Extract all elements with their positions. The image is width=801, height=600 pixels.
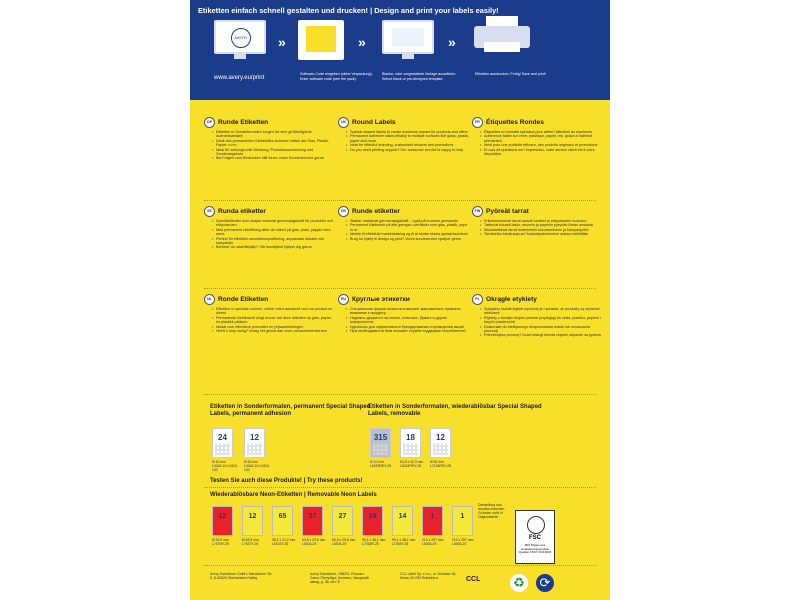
neon-label-sheet xyxy=(392,506,413,536)
sheet-info xyxy=(452,538,482,546)
sheet-code: L6004-25 xyxy=(332,542,347,546)
neon-label-sheet xyxy=(332,506,353,536)
sheet-count: 27 xyxy=(308,513,317,520)
bullet: • Specjalny kształt etykiet wyróżnia je i sprawia, że produkty są wyraźnie widoczne xyxy=(484,307,604,316)
sheet-code: L7104REV-25 xyxy=(430,464,452,468)
neon-label-sheet xyxy=(452,506,473,536)
section-pl xyxy=(472,294,604,338)
sheet-count: 24 xyxy=(218,433,227,442)
label-sheet xyxy=(370,428,391,458)
neon-label-sheet xyxy=(422,506,443,536)
bullet: • Heeft u hulp nodig? Vraag het gerust aan onze consumentenservice xyxy=(216,329,336,333)
section-title: Ronde Etiketten xyxy=(218,296,269,303)
sheet-info xyxy=(272,538,302,546)
sheet-code: L7670R-25 xyxy=(212,542,229,546)
sheet-info xyxy=(242,538,272,546)
chevron-right-icon: » xyxy=(358,34,366,50)
bullet: • Tarttuvat tiukasti lasiin, muoviin ja paperiin pysyvän liiman ansiosta xyxy=(484,223,604,227)
sheet-count: 315 xyxy=(373,433,388,442)
section-fin xyxy=(472,206,604,237)
divider xyxy=(204,288,596,289)
bullet: • Étiquettes en formats spéciaux pour attirer l'attention au maximum xyxy=(484,130,604,134)
flag-se-icon: SE xyxy=(204,206,215,217)
divider xyxy=(204,200,596,201)
section-ru xyxy=(338,294,470,333)
section-de xyxy=(204,117,336,161)
bullet: • Perfekt för effektfull varumärkesprofilering, anpassade dekaler och kampanjer xyxy=(216,237,336,246)
flag-uk-icon: UK xyxy=(338,117,349,128)
label-sheet xyxy=(244,428,265,458)
sheet-size: Ø 63,5 mm xyxy=(212,538,229,542)
sheet-size: Ø 60 mm xyxy=(430,460,444,464)
sheet-count: 14 xyxy=(368,513,377,520)
section-title: Okrągłe etykiety xyxy=(486,296,537,303)
section-title: Runda etiketter xyxy=(218,208,266,215)
sheet-info xyxy=(362,538,392,546)
sheet-info xyxy=(244,460,274,472)
address-ru: Avery Zweckform, 198031, Россия г. Санкт-Петербург, Колпино, Ижорский завод, д. 38, лит. Ф xyxy=(310,572,369,585)
sheet-size: 99,1 x 38,1 mm xyxy=(362,538,386,542)
recycle-icon: ♻ xyxy=(510,574,528,592)
bullet: • Idéal pour une publicité efficace, des produits originaux et promotions xyxy=(484,143,604,147)
sheet-info xyxy=(332,538,362,546)
avery-logo-icon: AVERY xyxy=(231,28,251,48)
bullet: • Ideelle til effektfuld markedsføring og til at skabe ekstra opmærksomhed xyxy=(350,232,470,236)
label-packaging-insert xyxy=(190,0,610,600)
try-products-heading: Testen Sie auch diese Produkte! | Try these products! xyxy=(210,478,363,484)
template-monitor-icon xyxy=(382,20,434,59)
banner-title: Etiketten einfach schnell gestalten und drucken! | Design and print your labels easily! xyxy=(198,6,499,15)
bullet: • Etykiety z trwałym klejem pewnie przylegają do szkła, plastiku, papieru i innych powierzchni xyxy=(484,316,604,325)
flag-fin-icon: FIN xyxy=(472,206,483,217)
bullet: • Med permanent vidhäftning sitter de säkert på glas, plast, papper med mera xyxy=(216,228,336,237)
address-de: Avery Zweckform GmbH, Miesbacher Str. 5, D-83626 Oberlaindern/Valley xyxy=(210,572,273,581)
neon-label-sheet xyxy=(302,506,323,536)
bullet: • Brug for hjælp til design og print? Vores kundeservice hjælper gerne xyxy=(350,237,470,241)
sheet-size: Ø 10 mm xyxy=(370,460,384,464)
bullet: • Специальная форма этикеток позволяет максимально привлечь внимание к продукту xyxy=(350,307,470,316)
fsc-label: FSC xyxy=(529,535,541,541)
bullet: • Erikoismuotoiset tarrat saavat tuotteet ja erbjudanden huomion xyxy=(484,219,604,223)
bullet: • Mukautettavat tarrat tuotemerkin korostamiseen ja kampanjoihin xyxy=(484,228,604,232)
sheet-info xyxy=(392,538,422,546)
avery-url: www.avery.eu/print xyxy=(214,75,265,81)
instructions-banner xyxy=(190,0,610,100)
bullet: • En cas de questions sur l'impression, notre service client est à votre disposition xyxy=(484,148,604,157)
sheet-code: L6003-25 xyxy=(302,542,317,546)
bullet: • Permanent klæbende på alle gængse overflader som glas, plastik, papir m.m. xyxy=(350,223,470,232)
recycle-box-icon: ⟳ xyxy=(536,574,554,592)
sheet-count: 12 xyxy=(250,433,259,442)
bullet: • Ideal für wirkungsvolle Werbung, Produktauszeichnung und Sonderangebote xyxy=(216,148,336,157)
address-pl: CCL Label Sp. z o.o., ul. Wrocław 18, Nowa, 62-090 Rokietnica xyxy=(400,572,457,581)
label-sheet xyxy=(430,428,451,458)
sheet-info xyxy=(430,460,460,468)
bullet: • Potrzebujesz pomocy? Dział obsługi klienta chętnie odpowie na pytania xyxy=(484,333,604,337)
removable-labels-title: Etiketten in Sonderformaten, wiederablösbar Special Shaped Labels, removable xyxy=(368,404,542,417)
divider xyxy=(204,565,596,566)
divider xyxy=(204,487,596,488)
neon-labels-title: Wiederablösbare Neon-Etiketten | Removable Neon Labels xyxy=(210,492,377,498)
sheet-size: Ø 40 mm xyxy=(212,460,226,464)
step-caption-1: Software-Code eingeben (siehe Verpackung). Enter software code (see the pack). xyxy=(300,72,373,81)
bullet: • Bei Fragen zum Bedrucken hilft Ihnen unser Kundenservice gerne xyxy=(216,156,336,160)
sheet-code: L6005-25 xyxy=(422,542,437,546)
section-title: Étiquettes Rondes xyxy=(486,119,544,126)
bullet: • Ideal for effectful branding, customised stickers and promotions xyxy=(350,143,470,147)
section-nl xyxy=(204,294,336,333)
section-se xyxy=(204,206,336,250)
bullet: • Tarvitsetko tulostusapua? Asiakaspalvelumme auttaa mielellään xyxy=(484,232,604,236)
sheet-count: 12 xyxy=(248,513,257,520)
bullet: • Permanent adhesive sticks reliably to multiple surfaces like glass, plastic, paper and more xyxy=(350,134,470,143)
sheet-info xyxy=(212,538,242,546)
bullet: • Doskonałe do efektywnego eksponowania marek lub oznaczania promocji xyxy=(484,325,604,334)
flag-de-icon: DE xyxy=(204,117,215,128)
section-title: Runde etiketter xyxy=(352,208,400,215)
sheet-info xyxy=(422,538,452,546)
flag-dk-icon: DK xyxy=(338,206,349,217)
section-title: Round Labels xyxy=(352,119,396,126)
section-fr xyxy=(472,117,604,156)
sheet-size: 63,5 x 29,6 mm xyxy=(332,538,356,542)
chevron-right-icon: » xyxy=(448,34,456,50)
flag-pl-icon: PL xyxy=(472,294,483,305)
permanent-labels-title: Etiketten in Sonderformaten, permanent Special Shaped Labels, permanent adhesion xyxy=(210,404,371,417)
sheet-code: L7670Y-25 xyxy=(242,542,259,546)
sheet-info xyxy=(400,460,430,468)
printer-icon xyxy=(474,26,530,48)
section-dk xyxy=(338,206,470,241)
bullet: • Etiketten in speciale vormen, creëer extra aandacht voor uw product en dienst xyxy=(216,307,336,316)
bullet: • Ideaal voor effectieve promoties en prijsaanbiedingen xyxy=(216,325,336,329)
bullet: • Надежно держатся на стекле, пластике, бумаге и других поверхностях xyxy=(350,316,470,325)
sheet-code: L6024REV-25 xyxy=(400,464,422,468)
bullet: • Do you need printing support? Our consumer service is happy to help xyxy=(350,148,470,152)
section-title: Pyöreät tarrat xyxy=(486,208,529,215)
neon-label-sheet xyxy=(362,506,383,536)
fsc-certification xyxy=(515,510,555,564)
fsc-tree-icon xyxy=(527,516,545,534)
neon-label-sheet xyxy=(212,506,233,536)
sheet-count: 12 xyxy=(218,513,227,520)
sheet-count: 65 xyxy=(278,513,287,520)
step-caption-2: Blanko- oder vorgestaltete Vorlage auswählen. Select blank or pre-designed template. xyxy=(382,72,457,81)
section-title: Круглые этикетки xyxy=(352,296,410,303)
label-sheet xyxy=(212,428,233,458)
sheet-code: L6019REV-25 xyxy=(370,464,392,468)
bullet: • Permanente kleefkracht zorgt ervoor dat deze etiketten op glas, papier en plastiek plakken xyxy=(216,316,336,325)
label-sheet xyxy=(400,428,421,458)
sheet-size: 99,1 x 38,1 mm xyxy=(392,538,416,542)
sheet-code: L6006-25 xyxy=(452,542,467,546)
flag-nl-icon: NL xyxy=(204,294,215,305)
sheet-code: L7263R-25 xyxy=(362,542,379,546)
sheet-count: 27 xyxy=(338,513,347,520)
sheet-info xyxy=(370,460,400,468)
sheet-info xyxy=(212,460,242,472)
sheet-size: 210 x 297 mm xyxy=(422,538,444,542)
neon-label-sheet xyxy=(242,506,263,536)
sheet-count: 14 xyxy=(398,513,407,520)
sheet-size: Ø 60 mm xyxy=(244,460,258,464)
monitor-icon xyxy=(214,20,266,59)
fsc-text: MIX Papier aus verantwortungsvollen Quellen FSC® C013616 xyxy=(518,543,552,555)
flag-fr-icon: FR xyxy=(472,117,483,128)
sheet-count: 12 xyxy=(436,433,445,442)
bullet: • Etiketten in Sonderformaten sorgen für eine größtmögliche Aufmerksamkeit xyxy=(216,130,336,139)
section-title: Runde Etiketten xyxy=(218,119,269,126)
sheet-size: 210 x 297 mm xyxy=(452,538,474,542)
software-pack-icon xyxy=(298,20,344,60)
sheet-count: 18 xyxy=(406,433,415,442)
sheet-count: 1 xyxy=(430,513,435,520)
sheet-count: 1 xyxy=(460,513,465,520)
bullet: • Special shaped labels to create maximum impact for products and offers xyxy=(350,130,470,134)
ccl-logo: CCL xyxy=(466,576,481,583)
bullet: • Specialetiketter som skapar maximal genomslagskraft för produkter och erbjudanden xyxy=(216,219,336,228)
sheet-size: 63,5 x 29,6 mm xyxy=(302,538,326,542)
bullet: • Идеальны для эффективного брендирования и проведения акций xyxy=(350,325,470,329)
sheet-size: 63,5 x 42,3 mm xyxy=(400,460,424,464)
sheet-code: L3416-10 L3416-100 xyxy=(244,464,270,472)
bullet: • Dank des permanenten Klebstoffes sicheres Haften auf Glas, Plastik, Papier u.v.m. xyxy=(216,139,336,148)
bullet: • Adhérence fiable sur verre, plastique, papier, etc. grâce à l'adhésif permanent xyxy=(484,134,604,143)
neon-label-sheet xyxy=(272,506,293,536)
sheet-code: L3415-10 L3415-100 xyxy=(212,464,238,472)
sheet-size: Ø 63,5 mm xyxy=(242,538,259,542)
bullet: • При необходимости Вам поможет служба поддержки потребителей xyxy=(350,329,470,333)
divider xyxy=(204,394,596,395)
sheet-size: 38,1 x 21,2 mm xyxy=(272,538,296,542)
color-note: Darstellung aus drucktechnischen Gründen nicht in Originalfarbe! xyxy=(478,503,505,519)
sheet-code: L7263Y-25 xyxy=(392,542,409,546)
flag-ru-icon: RU xyxy=(338,294,349,305)
chevron-right-icon: » xyxy=(278,34,286,50)
sheet-code: L6151Y-25 xyxy=(272,542,289,546)
section-uk xyxy=(338,117,470,152)
bullet: • Skaber maksimal gennemslagskraft – også på krumme genstande xyxy=(350,219,470,223)
step-caption-3: Etiketten ausdrucken. Fertig! Save and print! xyxy=(475,72,546,76)
bullet: • Behöver du utskriftshjälp? Vår kundtjänst hjälper dig gärna xyxy=(216,245,336,249)
sheet-info xyxy=(302,538,332,546)
